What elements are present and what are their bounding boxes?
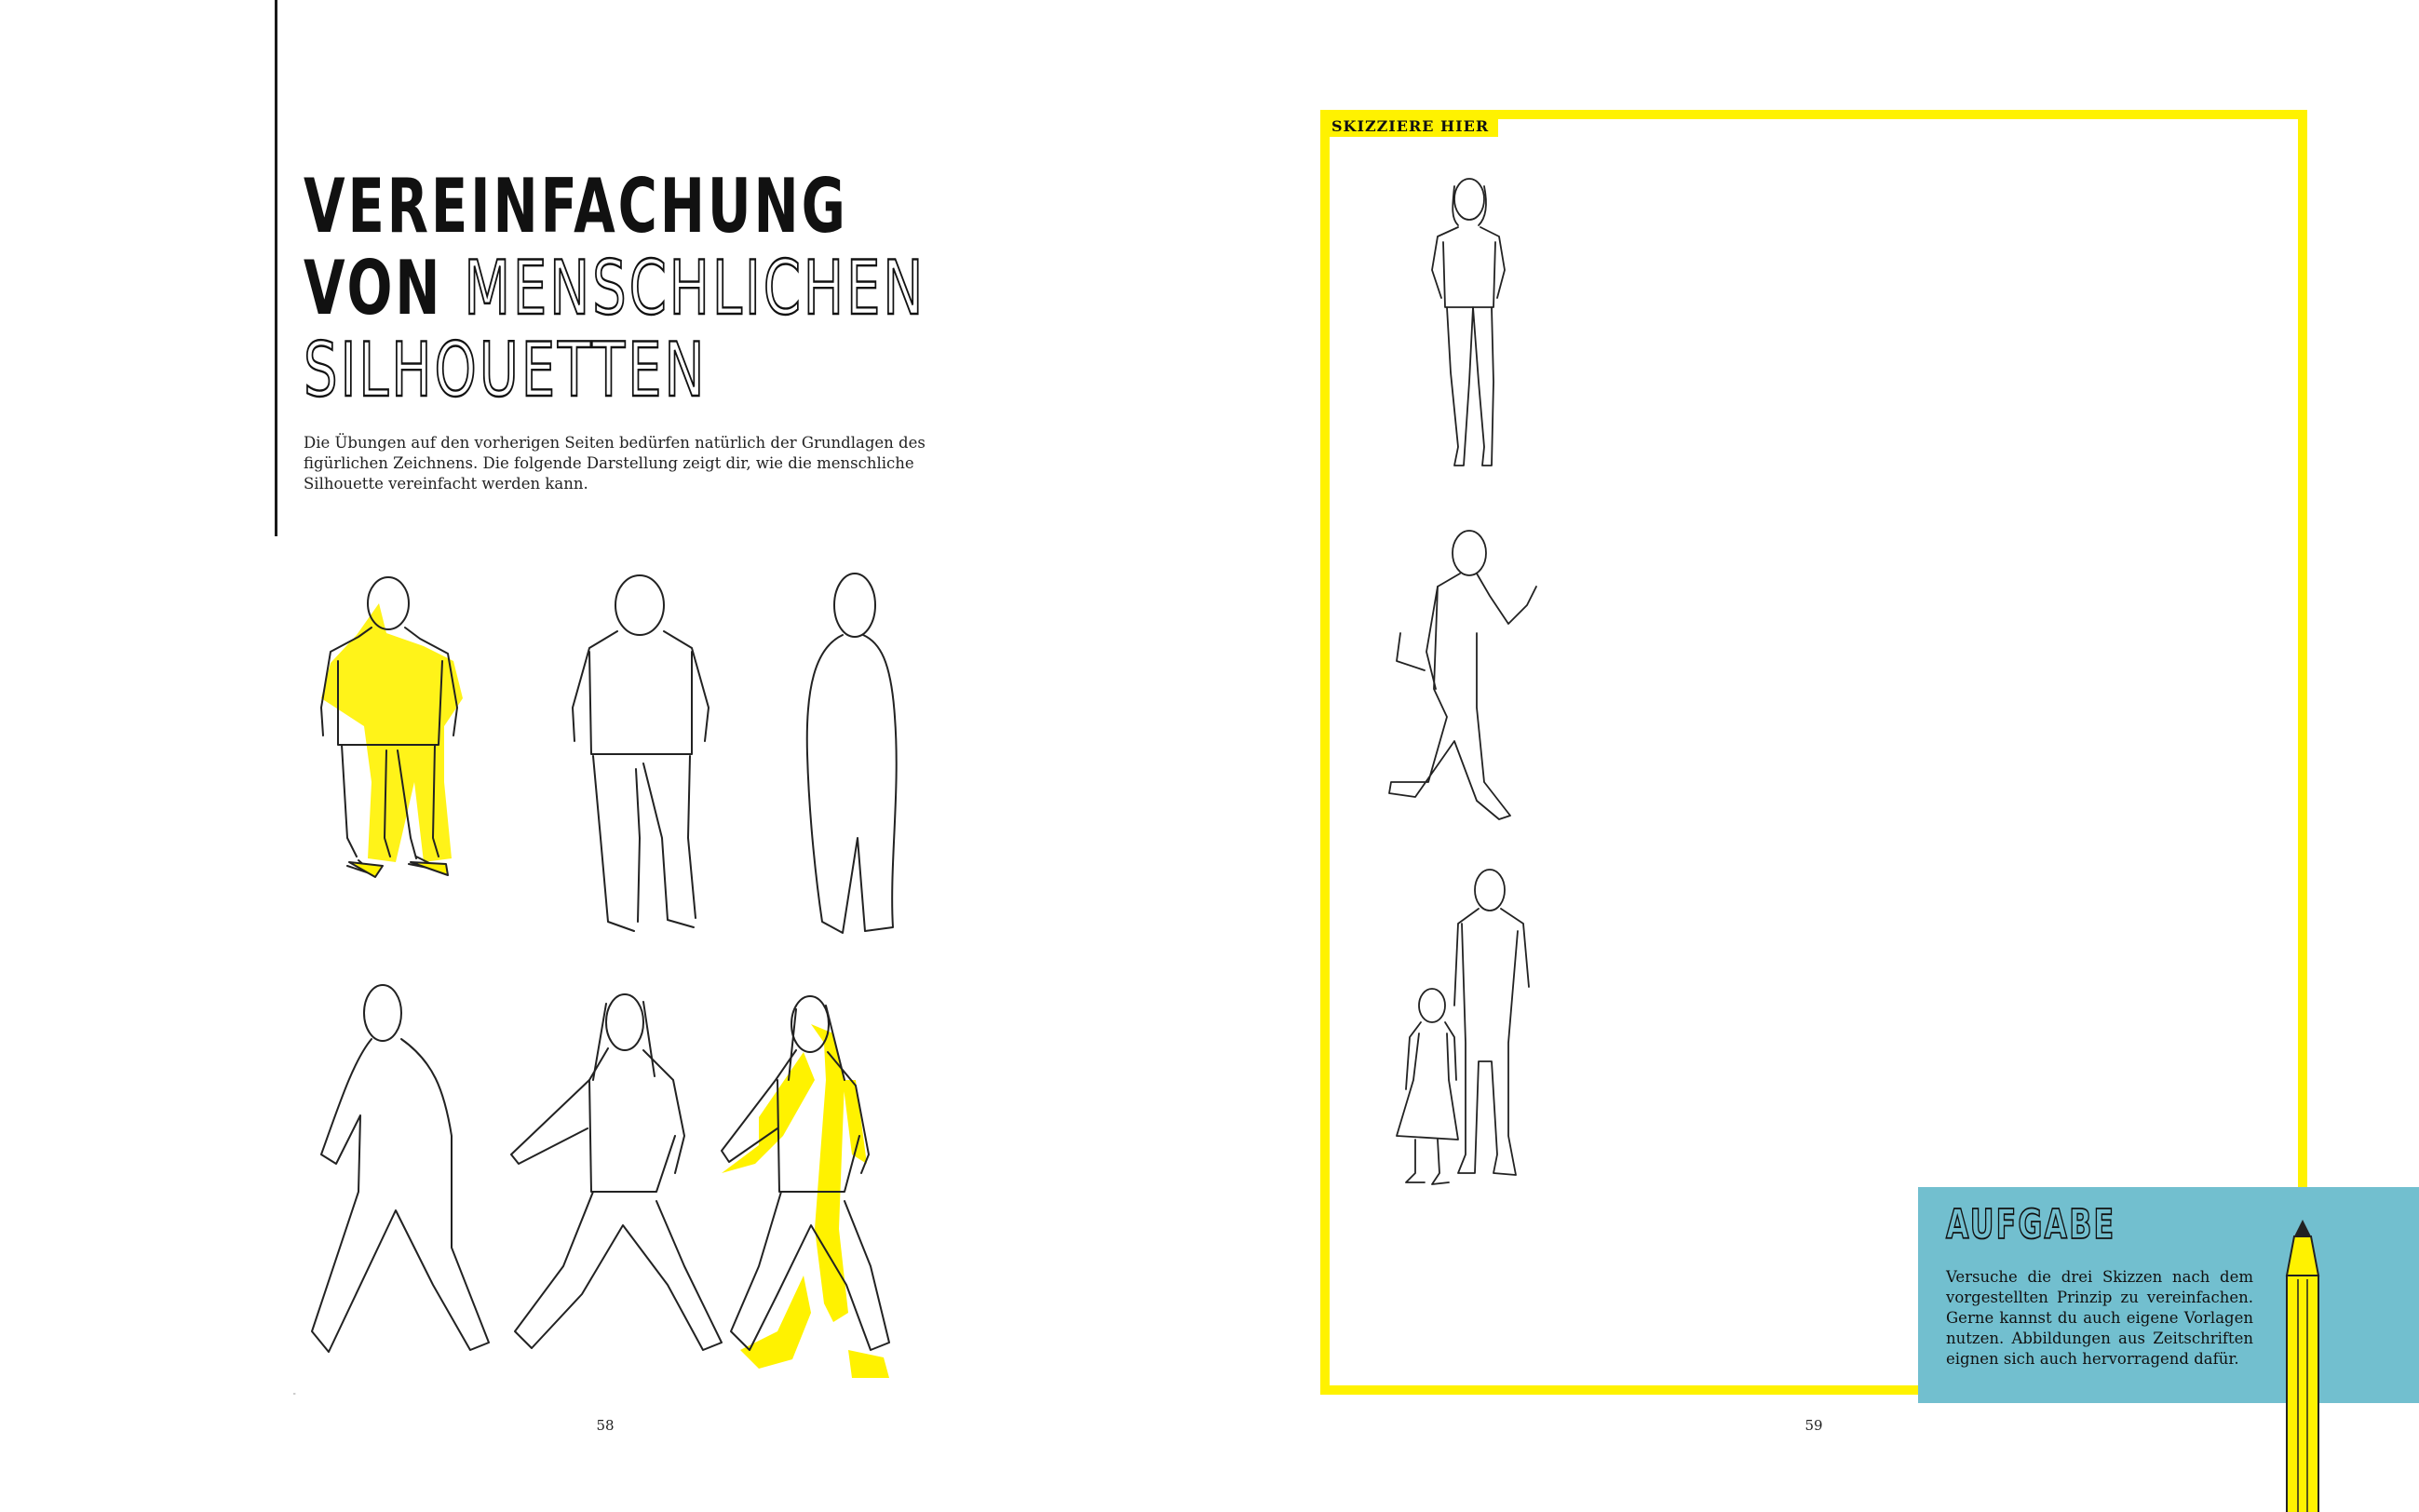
standing-man-outline-figure bbox=[573, 575, 709, 931]
title-outline-word: MENSCHLICHEN bbox=[464, 245, 926, 331]
title-line-3: SILHOUETTEN bbox=[304, 327, 708, 413]
sketch-man-and-girl bbox=[1397, 870, 1529, 1184]
sketch-standing-woman bbox=[1432, 179, 1505, 466]
reference-sketches bbox=[1369, 168, 1592, 1201]
standing-silhouette-figure bbox=[807, 574, 897, 933]
walking-woman-outline-figure bbox=[511, 994, 722, 1350]
margin-rule bbox=[275, 0, 277, 536]
page-title bbox=[304, 163, 926, 413]
intro-paragraph: Die Übungen auf den vorherigen Seiten bedürfen natürlich der Grundlagen des figürlichen Zeichnens. Die folgende Darstellung zeigt dir, wie die menschliche Silhouette vereinfacht werden kann. bbox=[304, 434, 926, 493]
silhouette-illustrations bbox=[293, 559, 964, 1397]
sketch-area-label: SKIZZIERE HIER bbox=[1320, 115, 1498, 137]
title-solid-word: VON bbox=[304, 245, 443, 331]
task-title: AUFGABE bbox=[1946, 1201, 2116, 1249]
walking-silhouette-figure bbox=[312, 985, 489, 1352]
sketch-walking-man-phone bbox=[1389, 531, 1536, 819]
pencil-icon bbox=[2270, 1220, 2335, 1512]
standing-man-detailed-figure bbox=[321, 577, 463, 877]
page-number-right: 59 bbox=[1804, 1417, 1823, 1434]
page-number-left: 58 bbox=[596, 1417, 615, 1434]
walking-woman-highlight-figure bbox=[722, 996, 889, 1378]
title-line-1: VEREINFACHUNG bbox=[304, 163, 848, 250]
task-text: Versuche die drei Skizzen nach dem vorgestellten Prinzip zu vereinfachen. Gerne kannst du auch eigene Vorlagen nutzen. Abbildungen aus Zeitschriften eignen sich auch hervorragend dafür. bbox=[1946, 1268, 2253, 1368]
title-line-2 bbox=[304, 245, 926, 331]
